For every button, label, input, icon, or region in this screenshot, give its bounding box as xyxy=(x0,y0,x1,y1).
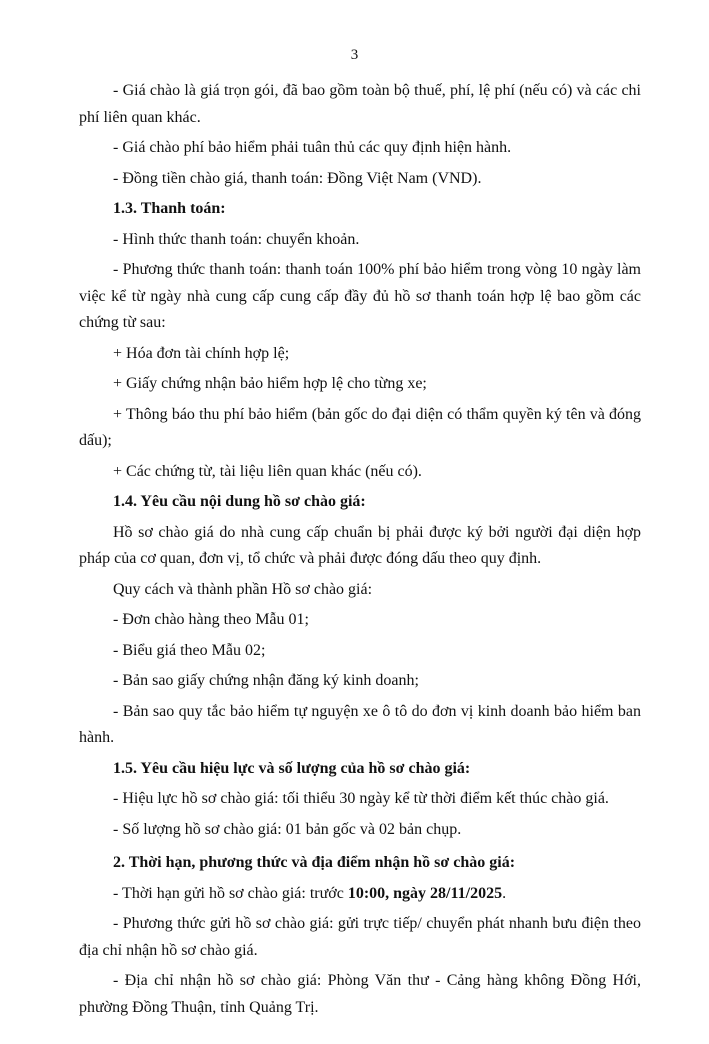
list-item-certificate: + Giấy chứng nhận bảo hiểm hợp lệ cho từng xe; xyxy=(113,375,427,392)
document-body xyxy=(79,78,641,1021)
list-item-insurance-rules: - Bản sao quy tắc bảo hiểm tự nguyện xe ô tô do đơn vị kinh doanh bảo hiểm ban hành. xyxy=(79,702,641,746)
list-item-invoice: + Hóa đơn tài chính hợp lệ; xyxy=(113,344,290,362)
paragraph-deadline xyxy=(79,881,641,908)
paragraph-validity: - Hiệu lực hồ sơ chào giá: tối thiểu 30 ngày kể từ thời điểm kết thúc chào giá. xyxy=(113,790,609,807)
heading-1-5-validity: 1.5. Yêu cầu hiệu lực và số lượng của hồ sơ chào giá: xyxy=(113,759,471,777)
paragraph-submission-address: - Địa chỉ nhận hồ sơ chào giá: Phòng Văn thư - Cảng hàng không Đồng Hới, phường Đồng Thuận, tỉnh Quảng Trị. xyxy=(79,972,641,1016)
heading-1-4-requirements: 1.4. Yêu cầu nội dung hồ sơ chào giá: xyxy=(113,493,366,510)
list-item-form-01: - Đơn chào hàng theo Mẫu 01; xyxy=(113,611,309,628)
list-item-form-02: - Biểu giá theo Mẫu 02; xyxy=(113,641,266,659)
paragraph-dossier-composition: Quy cách và thành phần Hồ sơ chào giá: xyxy=(113,580,373,598)
heading-1-3-payment: 1.3. Thanh toán: xyxy=(113,200,226,217)
page-number: 3 xyxy=(350,47,359,63)
paragraph-quantity: - Số lượng hồ sơ chào giá: 01 bản gốc và 02 bản chụp. xyxy=(113,820,462,838)
list-item-other-documents: + Các chứng từ, tài liệu liên quan khác (nếu có). xyxy=(113,462,422,480)
list-item-business-registration: - Bản sao giấy chứng nhận đăng ký kinh doanh; xyxy=(113,672,419,689)
heading-2-deadline: 2. Thời hạn, phương thức và địa điểm nhận hồ sơ chào giá: xyxy=(113,854,516,871)
deadline-suffix: . xyxy=(502,884,507,902)
paragraph-payment-method: - Phương thức thanh toán: thanh toán 100% phí bảo hiểm trong vòng 10 ngày làm việc kể từ ngày nhà cung cấp cung cấp đầy đủ hồ sơ thanh toán hợp lệ bao gồm các chứng từ sau: xyxy=(79,261,641,331)
paragraph-signature-requirement: Hồ sơ chào giá do nhà cung cấp chuẩn bị phải được ký bởi người đại diện hợp pháp của cơ quan, đơn vị, tổ chức và phải được đóng dấu theo quy định. xyxy=(79,523,641,567)
list-item-fee-notice: + Thông báo thu phí bảo hiểm (bản gốc do đại diện có thẩm quyền ký tên và đóng dấu); xyxy=(79,405,641,449)
paragraph-insurance-regulation: - Giá chào phí bảo hiểm phải tuân thủ các quy định hiện hành. xyxy=(113,139,512,156)
paragraph-submission-method: - Phương thức gửi hồ sơ chào giá: gửi trực tiếp/ chuyển phát nhanh bưu điện theo địa chỉ nhận hồ sơ chào giá. xyxy=(79,915,641,959)
deadline-prefix: - Thời hạn gửi hồ sơ chào giá: trước xyxy=(113,884,348,902)
paragraph-payment-form: - Hình thức thanh toán: chuyển khoản. xyxy=(113,230,360,248)
deadline-datetime: 10:00, ngày 28/11/2025 xyxy=(347,884,503,902)
paragraph-price-inclusive: - Giá chào là giá trọn gói, đã bao gồm toàn bộ thuế, phí, lệ phí (nếu có) và các chi phí liên quan khác. xyxy=(79,82,641,126)
paragraph-currency: - Đồng tiền chào giá, thanh toán: Đồng Việt Nam (VND). xyxy=(113,169,482,187)
